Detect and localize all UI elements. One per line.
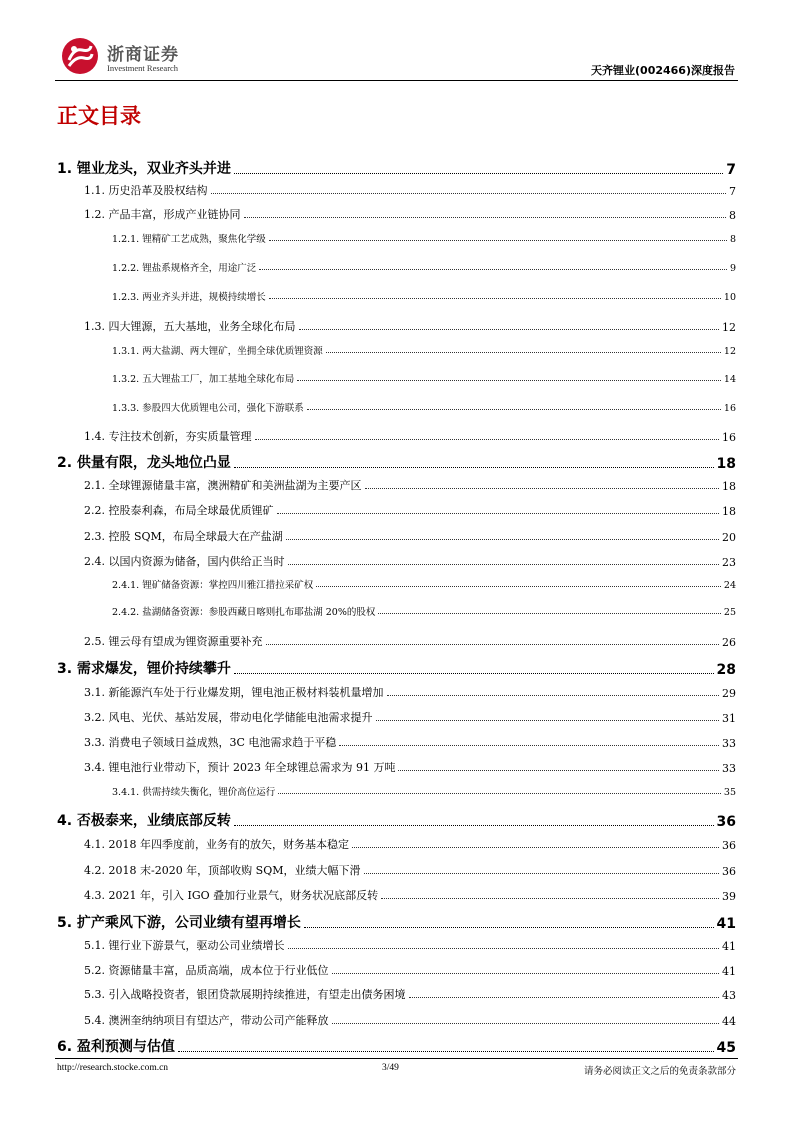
- toc-entry-page: 7: [726, 162, 736, 178]
- toc-entry-page: 44: [722, 1015, 736, 1028]
- toc-entry-page: 18: [722, 505, 736, 518]
- toc-entry-title: 1. 锂业龙头，双业齐头并进: [57, 161, 231, 177]
- toc-entry-page: 18: [716, 456, 736, 472]
- toc-entry-page: 16: [723, 403, 736, 414]
- toc-entry-page: 10: [723, 292, 736, 303]
- dot-leader: [234, 173, 723, 174]
- toc-entry-page: 7: [729, 185, 736, 198]
- toc-entry-level-2[interactable]: [84, 633, 736, 649]
- dot-leader: [278, 793, 721, 794]
- toc-entry-title: 4.3. 2021 年，引入 IGO 叠加行业景气，财务状况底部反转: [84, 889, 379, 902]
- dot-leader: [234, 825, 714, 826]
- toc-entry-level-1[interactable]: [57, 452, 736, 472]
- toc-entry-level-2[interactable]: [84, 962, 736, 978]
- toc-entry-page: 35: [723, 787, 736, 798]
- toc-entry-title: 3.3. 消费电子领域日益成熟，3C 电池需求趋于平稳: [84, 736, 337, 749]
- toc-entry-level-2[interactable]: [84, 428, 736, 444]
- toc-entry-title: 6. 盈利预测与估值: [57, 1039, 175, 1055]
- toc-entry-title: 1.3.3. 参股四大优质锂电公司，强化下游联系: [112, 403, 304, 414]
- toc-entry-level-2[interactable]: [84, 734, 736, 750]
- toc-entry-title: 1.1. 历史沿革及股权结构: [84, 184, 208, 197]
- dot-leader: [297, 380, 721, 381]
- toc-entry-level-1[interactable]: [57, 810, 736, 830]
- toc-entry-level-2[interactable]: [84, 836, 736, 852]
- logo-text-cn: 浙商证券: [107, 45, 179, 65]
- toc-entry-page: 25: [723, 607, 736, 618]
- dot-leader: [269, 240, 727, 241]
- toc-entry-level-3[interactable]: [112, 784, 736, 798]
- toc-entry-page: 9: [729, 263, 736, 274]
- toc-entry-title: 1.3. 四大锂源，五大基地，业务全球化布局: [84, 320, 296, 333]
- dot-leader: [307, 409, 721, 410]
- toc-entry-title: 5. 扩产乘风下游，公司业绩有望再增长: [57, 915, 301, 931]
- toc-entry-title: 1.3.1. 两大盐湖、两大锂矿，坐拥全球优质锂资源: [112, 346, 323, 357]
- dot-leader: [326, 352, 721, 353]
- toc-entry-level-2[interactable]: [84, 986, 736, 1002]
- toc-entry-title: 1.3.2. 五大锂盐工厂，加工基地全球化布局: [112, 374, 295, 385]
- dot-leader: [352, 847, 719, 848]
- toc-entry-level-2[interactable]: [84, 206, 736, 222]
- toc-entry-page: 20: [722, 531, 736, 544]
- dot-leader: [387, 695, 720, 696]
- toc-entry-page: 43: [722, 989, 736, 1002]
- toc-entry-title: 2.4. 以国内资源为储备，国内供给正当时: [84, 555, 285, 568]
- toc-entry-title: 5.3. 引入战略投资者，银团贷款展期持续推进，有望走出债务困境: [84, 988, 406, 1001]
- toc-entry-page: 16: [722, 431, 736, 444]
- toc-entry-level-1[interactable]: [57, 658, 736, 678]
- dot-leader: [178, 1051, 714, 1052]
- dot-leader: [234, 467, 714, 468]
- dot-leader: [269, 298, 721, 299]
- dot-leader: [378, 613, 721, 614]
- toc-entry-page: 33: [722, 737, 736, 750]
- footer-divider: [55, 1058, 738, 1059]
- dot-leader: [409, 997, 720, 998]
- toc-entry-level-2[interactable]: [84, 502, 736, 518]
- dot-leader: [277, 513, 720, 514]
- toc-entry-page: 41: [716, 916, 736, 932]
- toc-entry-page: 36: [722, 865, 736, 878]
- toc-entry-title: 2.4.1. 锂矿储备资源：掌控四川雅江措拉采矿权: [112, 580, 314, 591]
- toc-entry-page: 36: [722, 839, 736, 852]
- toc-entry-page: 33: [722, 762, 736, 775]
- logo-text-en: Investment Research: [107, 63, 179, 73]
- toc-entry-title: 2.4.2. 盐湖储备资源：参股西藏日喀则扎布耶盐湖 20%的股权: [112, 607, 376, 618]
- toc-entry-page: 8: [729, 209, 736, 222]
- toc-entry-title: 3.1. 新能源汽车处于行业爆发期，锂电池正极材料装机量增加: [84, 686, 384, 699]
- header-divider: [55, 80, 738, 81]
- toc-entry-level-2[interactable]: [84, 862, 736, 878]
- toc-entry-level-2[interactable]: [84, 318, 736, 334]
- toc-entry-level-1[interactable]: [57, 158, 736, 178]
- toc-entry-level-3[interactable]: [112, 289, 736, 303]
- toc-entry-page: 31: [722, 712, 736, 725]
- toc-entry-page: 41: [722, 940, 736, 953]
- dot-leader: [259, 269, 727, 270]
- toc-entry-title: 1.2.1. 锂精矿工艺成熟，聚焦化学级: [112, 234, 266, 245]
- toc-entry-title: 2.3. 控股 SQM，布局全球最大在产盐湖: [84, 530, 283, 543]
- dot-leader: [316, 586, 721, 587]
- toc-entry-level-3[interactable]: [112, 400, 736, 414]
- toc-entry-page: 41: [722, 965, 736, 978]
- toc-entry-title: 3. 需求爆发，锂价持续攀升: [57, 661, 231, 677]
- toc-entry-title: 2.1. 全球锂源储量丰富，澳洲精矿和美洲盐湖为主要产区: [84, 479, 362, 492]
- toc-entry-level-3[interactable]: [112, 343, 736, 357]
- dot-leader: [332, 973, 720, 974]
- dot-leader: [266, 644, 720, 645]
- toc-entry-title: 3.2. 风电、光伏、基站发展，带动电化学储能电池需求提升: [84, 711, 373, 724]
- logo-mark-icon: [60, 36, 100, 76]
- dot-leader: [332, 1023, 720, 1024]
- toc-entry-page: 12: [723, 346, 736, 357]
- page-title: 正文目录: [57, 104, 141, 128]
- toc-entry-title: 2.5. 锂云母有望成为锂资源重要补充: [84, 635, 263, 648]
- toc-entry-page: 14: [723, 374, 736, 385]
- toc-entry-level-2[interactable]: [84, 759, 736, 775]
- toc-entry-page: 26: [722, 636, 736, 649]
- toc-entry-level-3[interactable]: [112, 604, 736, 618]
- toc-entry-level-3[interactable]: [112, 260, 736, 274]
- toc-entry-title: 5.2. 资源储量丰富，品质高端，成本位于行业低位: [84, 964, 329, 977]
- toc-entry-level-3[interactable]: [112, 231, 736, 245]
- toc-entry-level-2[interactable]: [84, 553, 736, 569]
- toc-entry-page: 45: [716, 1040, 736, 1056]
- toc-entry-level-1[interactable]: [57, 912, 736, 932]
- dot-leader: [376, 720, 720, 721]
- toc-entry-title: 5.1. 锂行业下游景气，驱动公司业绩增长: [84, 939, 285, 952]
- toc-entry-page: 24: [723, 580, 736, 591]
- dot-leader: [398, 770, 719, 771]
- toc-entry-title: 4.1. 2018 年四季度前，业务有的放矢，财务基本稳定: [84, 838, 349, 851]
- toc-entry-level-3[interactable]: [112, 371, 736, 385]
- toc-entry-title: 4. 否极泰来，业绩底部反转: [57, 813, 231, 829]
- toc-entry-title: 3.4.1. 供需持续失衡化，锂价高位运行: [112, 787, 276, 798]
- dot-leader: [365, 488, 720, 489]
- dot-leader: [299, 329, 720, 330]
- toc-entry-level-2[interactable]: [84, 182, 736, 198]
- toc-entry-level-2[interactable]: [84, 528, 736, 544]
- dot-leader: [286, 539, 719, 540]
- dot-leader: [211, 193, 727, 194]
- toc-entry-title: 1.4. 专注技术创新，夯实质量管理: [84, 430, 252, 443]
- toc-entry-page: 12: [722, 321, 736, 334]
- toc-entry-page: 23: [722, 556, 736, 569]
- report-title: 天齐锂业(002466)深度报告: [591, 64, 735, 77]
- footer-url[interactable]: http://research.stocke.com.cn: [57, 1063, 169, 1073]
- toc-entry-title: 3.4. 锂电池行业带动下，预计 2023 年全球锂总需求为 91 万吨: [84, 761, 396, 774]
- toc-entry-title: 2.2. 控股泰利森，布局全球最优质锂矿: [84, 504, 274, 517]
- toc-entry-title: 4.2. 2018 末-2020 年，顶部收购 SQM，业绩大幅下滑: [84, 864, 361, 877]
- toc-entry-title: 1.2.3. 两业齐头并进，规模持续增长: [112, 292, 266, 303]
- toc-entry-page: 18: [722, 480, 736, 493]
- dot-leader: [288, 564, 720, 565]
- toc-entry-level-2[interactable]: [84, 887, 736, 903]
- toc-entry-level-2[interactable]: [84, 937, 736, 953]
- dot-leader: [288, 948, 720, 949]
- dot-leader: [304, 927, 714, 928]
- toc-entry-level-2[interactable]: [84, 1012, 736, 1028]
- toc-entry-page: 39: [722, 890, 736, 903]
- dot-leader: [234, 673, 714, 674]
- company-logo: [60, 36, 200, 78]
- dot-leader: [364, 873, 720, 874]
- toc-entry-level-2[interactable]: [84, 684, 736, 700]
- toc-entry-title: 5.4. 澳洲奎纳纳项目有望达产，带动公司产能释放: [84, 1014, 329, 1027]
- toc-entry-level-1[interactable]: [57, 1036, 736, 1056]
- dot-leader: [381, 898, 719, 899]
- dot-leader: [255, 439, 720, 440]
- toc-entry-title: 1.2.2. 锂盐系规格齐全，用途广泛: [112, 263, 257, 274]
- dot-leader: [244, 217, 727, 218]
- toc-entry-page: 8: [729, 234, 736, 245]
- toc-entry-title: 1.2. 产品丰富，形成产业链协同: [84, 208, 241, 221]
- toc-entry-page: 29: [722, 687, 736, 700]
- toc-entry-title: 2. 供量有限，龙头地位凸显: [57, 455, 231, 471]
- page-number: 3/49: [382, 1063, 399, 1073]
- toc-entry-level-3[interactable]: [112, 577, 736, 591]
- toc-entry-level-2[interactable]: [84, 477, 736, 493]
- toc-entry-page: 36: [716, 814, 736, 830]
- toc-entry-page: 28: [716, 662, 736, 678]
- footer-disclaimer: 请务必阅读正文之后的免责条款部分: [583, 1066, 736, 1077]
- toc-entry-level-2[interactable]: [84, 709, 736, 725]
- dot-leader: [339, 745, 719, 746]
